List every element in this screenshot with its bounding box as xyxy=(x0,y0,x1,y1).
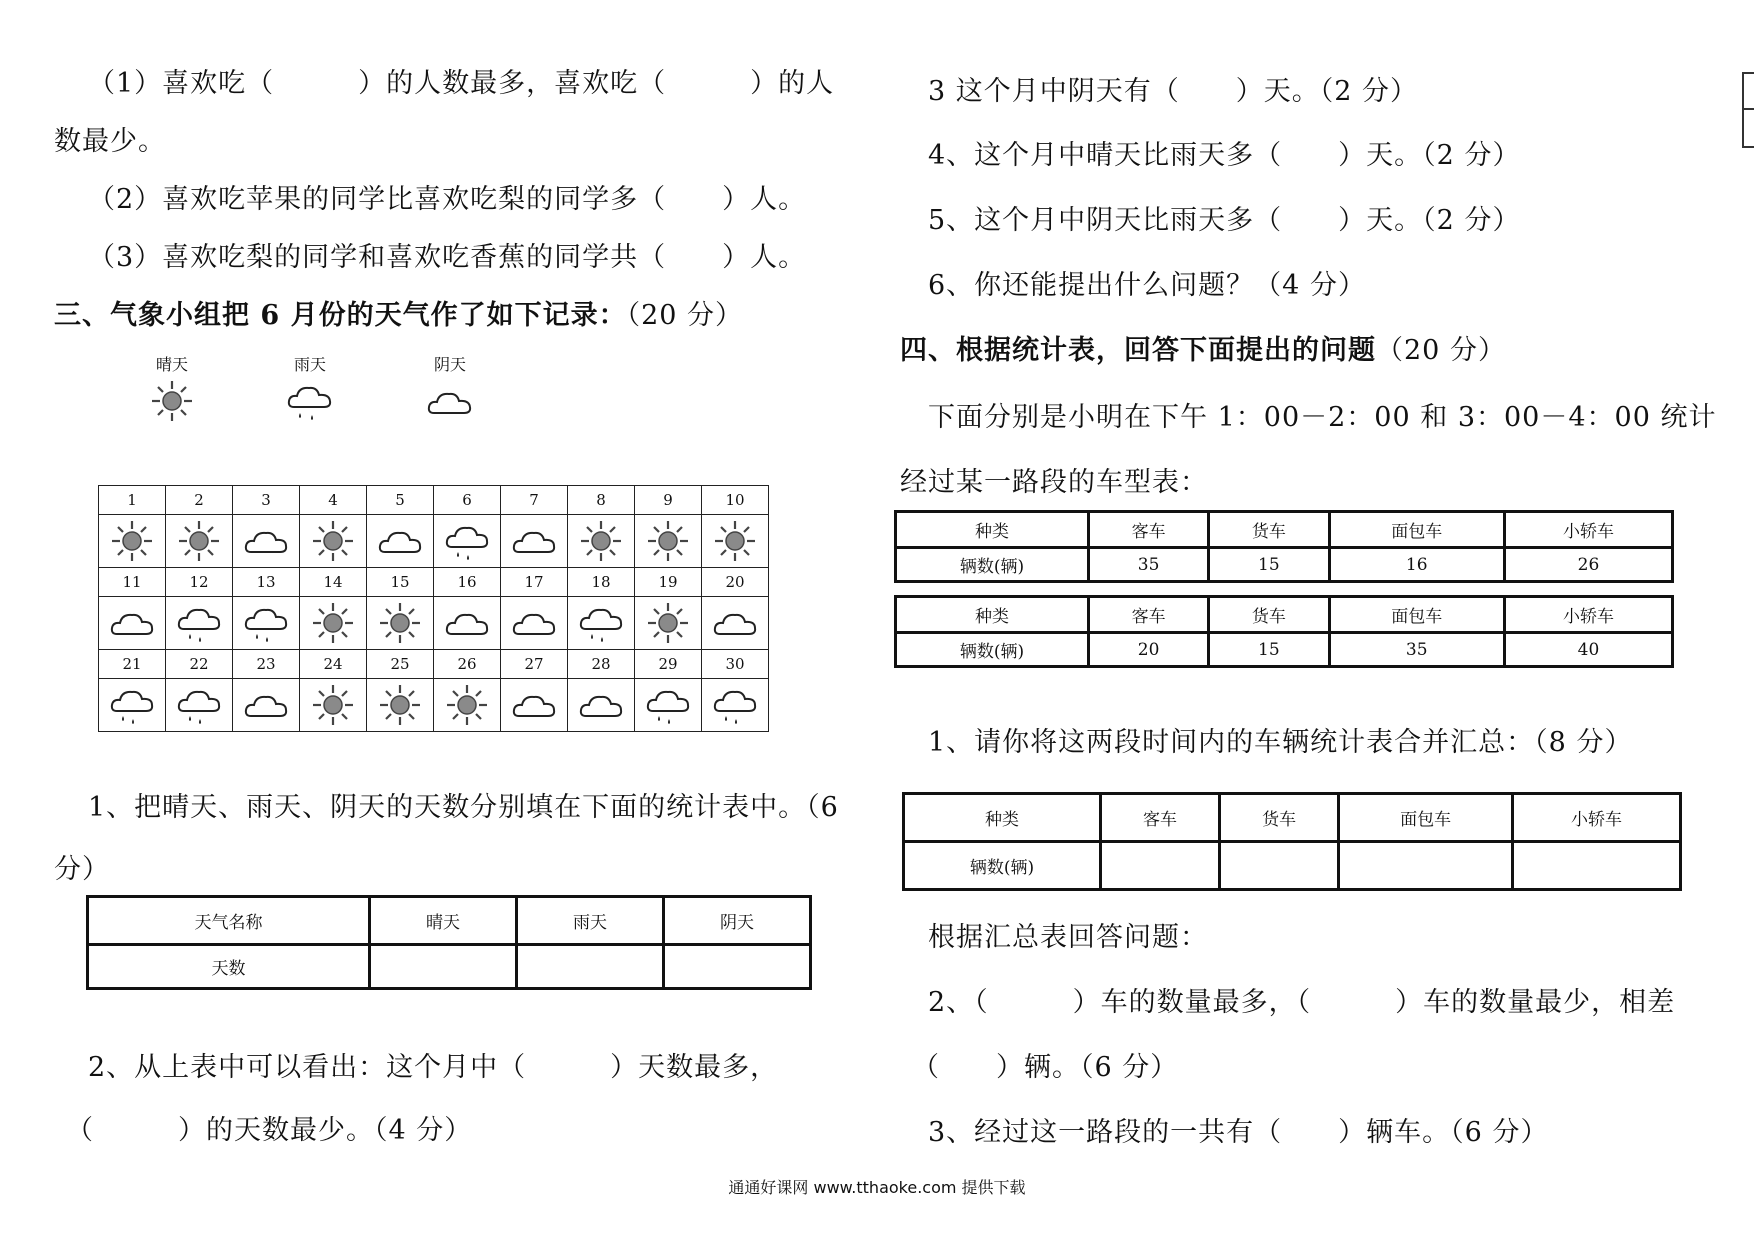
section-3-question-1: 1、把晴天、雨天、阴天的天数分别填在下面的统计表中。（6 xyxy=(88,792,839,823)
sunny-icon xyxy=(109,519,155,563)
day-number: 8 xyxy=(568,486,635,515)
answer-cell-cloudy[interactable] xyxy=(663,945,810,989)
car-table-2-header: 客车 xyxy=(1089,597,1209,633)
car-table-2-header: 面包车 xyxy=(1329,597,1505,633)
weather-table-header-cloudy: 阴天 xyxy=(663,897,810,945)
section-4-question-2: 2、（ ）车的数量最多，（ ）车的数量最少，相差 xyxy=(928,987,1676,1018)
day-weather-cell xyxy=(99,515,166,568)
section-3-question-6: 6、你还能提出什么问题？（4 分） xyxy=(928,270,1366,301)
car-table-1-value: 16 xyxy=(1329,548,1505,582)
car-table-1-header: 客车 xyxy=(1089,512,1209,548)
rainy-icon xyxy=(176,683,222,727)
day-weather-cell xyxy=(99,597,166,650)
weather-record-table xyxy=(98,485,769,732)
footer-credit: 通通好课网 www.tthaoke.com 提供下载 xyxy=(728,1178,1026,1197)
section-3-question-4: 4、这个月中晴天比雨天多（ ）天。（2 分） xyxy=(928,140,1521,171)
rainy-icon xyxy=(176,601,222,645)
cloudy-icon xyxy=(511,601,557,645)
cloudy-icon xyxy=(109,601,155,645)
cloudy-icon xyxy=(377,519,423,563)
day-number: 24 xyxy=(300,650,367,679)
section-4-intro: 下面分别是小明在下午 1：00－2：00 和 3：00－4：00 统计 xyxy=(928,402,1717,433)
legend-sunny xyxy=(132,352,212,423)
rainy-icon xyxy=(286,377,334,425)
day-number: 14 xyxy=(300,568,367,597)
weather-table-header-rainy: 雨天 xyxy=(517,897,664,945)
day-number: 9 xyxy=(635,486,702,515)
section-4-answer-lead: 根据汇总表回答问题： xyxy=(928,922,1208,953)
sunny-icon xyxy=(150,379,194,423)
car-table-1-value: 26 xyxy=(1505,548,1673,582)
section-4-question-1: 1、请你将这两段时间内的车辆统计表合并汇总：（8 分） xyxy=(928,727,1633,758)
day-number: 7 xyxy=(501,486,568,515)
car-table-2-header: 种类 xyxy=(896,597,1089,633)
section-3-heading xyxy=(54,298,743,334)
sunny-icon xyxy=(176,519,222,563)
summary-table-header: 面包车 xyxy=(1339,794,1513,842)
day-number: 1 xyxy=(99,486,166,515)
rainy-icon xyxy=(645,683,691,727)
day-weather-cell xyxy=(635,515,702,568)
day-weather-cell xyxy=(434,679,501,732)
weather-table-header-name: 天气名称 xyxy=(88,897,370,945)
section-3-title: 三、气象小组把 6 月份的天气作了如下记录： xyxy=(54,300,627,331)
legend-label-sunny: 晴天 xyxy=(155,355,188,374)
car-table-1-header: 面包车 xyxy=(1329,512,1505,548)
section-3-question-2-cont: （ ）的天数最少。（4 分） xyxy=(66,1115,473,1146)
car-table-2-value: 20 xyxy=(1089,633,1209,667)
car-table-2 xyxy=(894,595,1674,668)
day-number: 10 xyxy=(702,486,769,515)
rainy-icon xyxy=(578,601,624,645)
day-number: 20 xyxy=(702,568,769,597)
day-number: 23 xyxy=(233,650,300,679)
car-table-1-value: 15 xyxy=(1209,548,1329,582)
car-table-1-header: 货车 xyxy=(1209,512,1329,548)
car-table-1-header: 种类 xyxy=(896,512,1089,548)
sunny-icon xyxy=(645,519,691,563)
rainy-icon xyxy=(243,601,289,645)
section-4-intro-cont: 经过某一路段的车型表： xyxy=(900,467,1208,498)
day-weather-cell xyxy=(367,679,434,732)
day-weather-cell xyxy=(501,679,568,732)
day-weather-cell xyxy=(233,515,300,568)
sunny-icon xyxy=(310,519,356,563)
page-edge-box xyxy=(1742,72,1754,148)
day-weather-cell xyxy=(501,597,568,650)
day-number: 19 xyxy=(635,568,702,597)
day-weather-cell xyxy=(300,679,367,732)
cloudy-icon xyxy=(426,379,474,423)
section-3-question-3: 3 这个月中阴天有（ ）天。（2 分） xyxy=(928,76,1419,107)
legend-label-cloudy: 阴天 xyxy=(433,355,466,374)
section-4-heading xyxy=(900,333,1506,369)
car-table-2-header: 小轿车 xyxy=(1505,597,1673,633)
summary-table-header: 客车 xyxy=(1101,794,1220,842)
day-weather-cell xyxy=(233,597,300,650)
day-weather-cell xyxy=(300,515,367,568)
cloudy-icon xyxy=(511,683,557,727)
section-4-question-3: 3、经过这一路段的一共有（ ）辆车。（6 分） xyxy=(928,1117,1549,1148)
section-3-question-5: 5、这个月中阴天比雨天多（ ）天。（2 分） xyxy=(928,205,1521,236)
rainy-icon xyxy=(712,683,758,727)
day-weather-cell xyxy=(568,679,635,732)
answer-cell-sunny[interactable] xyxy=(370,945,517,989)
summary-table-header: 种类 xyxy=(904,794,1101,842)
legend-rainy xyxy=(270,352,350,425)
summary-table-header: 货车 xyxy=(1220,794,1339,842)
day-weather-cell xyxy=(702,679,769,732)
section-4-question-2-cont: （ ）辆。（6 分） xyxy=(912,1052,1179,1083)
day-weather-cell xyxy=(166,597,233,650)
section-4-title: 四、根据统计表，回答下面提出的问题 xyxy=(900,335,1376,366)
day-number: 11 xyxy=(99,568,166,597)
section-3-score: （20 分） xyxy=(626,300,744,331)
day-number: 6 xyxy=(434,486,501,515)
cloudy-icon xyxy=(578,683,624,727)
section-3-question-1-cont: 分） xyxy=(54,854,110,885)
car-table-2-header: 货车 xyxy=(1209,597,1329,633)
day-number: 15 xyxy=(367,568,434,597)
weather-table-row-label: 天数 xyxy=(88,945,370,989)
car-table-1-value: 35 xyxy=(1089,548,1209,582)
car-table-2-row-label: 辆数(辆) xyxy=(896,633,1089,667)
day-weather-cell xyxy=(166,515,233,568)
car-summary-table xyxy=(902,792,1682,891)
summary-table-row-label: 辆数(辆) xyxy=(904,842,1101,890)
summary-answer-cell[interactable] xyxy=(1339,842,1513,890)
question-1-3: （3）喜欢吃梨的同学和喜欢吃香蕉的同学共（ ）人。 xyxy=(88,242,807,273)
day-number: 21 xyxy=(99,650,166,679)
day-number: 30 xyxy=(702,650,769,679)
day-weather-cell xyxy=(233,679,300,732)
weather-table-header-sunny: 晴天 xyxy=(370,897,517,945)
day-weather-cell xyxy=(99,679,166,732)
cloudy-icon xyxy=(511,519,557,563)
day-number: 28 xyxy=(568,650,635,679)
car-table-1-row-label: 辆数(辆) xyxy=(896,548,1089,582)
section-4-score: （20 分） xyxy=(1376,335,1506,366)
day-weather-cell xyxy=(635,597,702,650)
cloudy-icon xyxy=(243,519,289,563)
day-number: 12 xyxy=(166,568,233,597)
cloudy-icon xyxy=(712,601,758,645)
day-weather-cell xyxy=(568,515,635,568)
day-number: 17 xyxy=(501,568,568,597)
question-1-1: （1）喜欢吃（ ）的人数最多，喜欢吃（ ）的人 xyxy=(88,68,835,99)
section-3-question-2: 2、从上表中可以看出：这个月中（ ）天数最多， xyxy=(88,1052,779,1083)
day-number: 13 xyxy=(233,568,300,597)
sunny-icon xyxy=(578,519,624,563)
day-number: 26 xyxy=(434,650,501,679)
sunny-icon xyxy=(712,519,758,563)
day-weather-cell xyxy=(568,597,635,650)
answer-cell-rainy[interactable] xyxy=(517,945,664,989)
car-table-1-header: 小轿车 xyxy=(1505,512,1673,548)
day-weather-cell xyxy=(635,679,702,732)
cloudy-icon xyxy=(243,683,289,727)
day-number: 25 xyxy=(367,650,434,679)
day-number: 16 xyxy=(434,568,501,597)
summary-table-header: 小轿车 xyxy=(1513,794,1681,842)
day-number: 2 xyxy=(166,486,233,515)
day-number: 27 xyxy=(501,650,568,679)
cloudy-icon xyxy=(444,601,490,645)
summary-answer-cell[interactable] xyxy=(1513,842,1681,890)
day-number: 5 xyxy=(367,486,434,515)
day-weather-cell xyxy=(501,515,568,568)
rainy-icon xyxy=(109,683,155,727)
sunny-icon xyxy=(377,601,423,645)
rainy-icon xyxy=(444,519,490,563)
sunny-icon xyxy=(310,601,356,645)
legend-cloudy xyxy=(410,352,490,423)
day-number: 4 xyxy=(300,486,367,515)
sunny-icon xyxy=(645,601,691,645)
summary-answer-cell[interactable] xyxy=(1101,842,1220,890)
car-table-1 xyxy=(894,510,1674,583)
legend-label-rainy: 雨天 xyxy=(293,355,326,374)
day-weather-cell xyxy=(300,597,367,650)
day-weather-cell xyxy=(166,679,233,732)
sunny-icon xyxy=(377,683,423,727)
day-number: 18 xyxy=(568,568,635,597)
day-weather-cell xyxy=(702,597,769,650)
day-weather-cell xyxy=(367,597,434,650)
question-1-2: （2）喜欢吃苹果的同学比喜欢吃梨的同学多（ ）人。 xyxy=(88,184,807,215)
weather-count-table xyxy=(86,895,812,990)
car-table-2-value: 35 xyxy=(1329,633,1505,667)
day-weather-cell xyxy=(434,597,501,650)
day-weather-cell xyxy=(702,515,769,568)
day-number: 3 xyxy=(233,486,300,515)
day-number: 29 xyxy=(635,650,702,679)
sunny-icon xyxy=(310,683,356,727)
day-number: 22 xyxy=(166,650,233,679)
sunny-icon xyxy=(444,683,490,727)
day-weather-cell xyxy=(434,515,501,568)
car-table-2-value: 15 xyxy=(1209,633,1329,667)
day-weather-cell xyxy=(367,515,434,568)
summary-answer-cell[interactable] xyxy=(1220,842,1339,890)
question-1-1-cont: 数最少。 xyxy=(54,126,166,157)
car-table-2-value: 40 xyxy=(1505,633,1673,667)
